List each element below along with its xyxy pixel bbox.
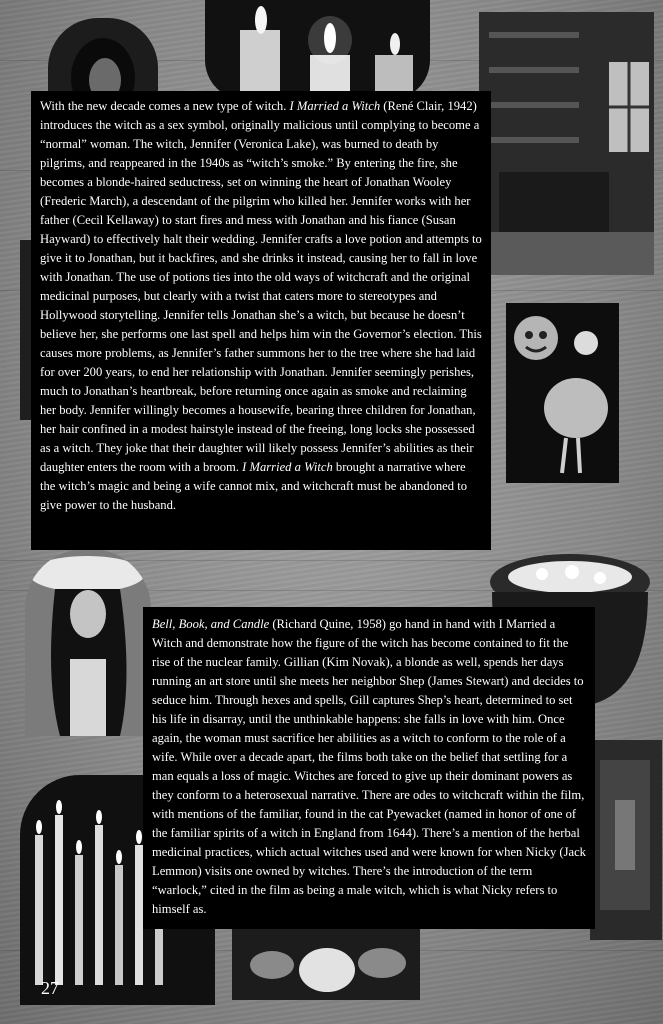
film-title: Bell, Book, and Candle — [152, 617, 270, 631]
film-still-photo — [590, 740, 662, 940]
hands-film-still-photo — [232, 925, 420, 1000]
paragraph-i-married-a-witch: With the new decade comes a new type of witch. I Married a Witch (René Clair, 1942) introduces the witch as a sex symbol, originally malicious until complying to become a “normal” woman. The witch, Jennifer (Veronica Lake), was burned to death by pilgrims, and reappeared in the 1940s as “witch’s smoke.” By entering the fire, she becomes a blonde-haired seductress, set on winning the heart of Jonathan Wooley (Frederic March), a descendant of the pilgrim who killed her. Jennifer works with her father (Cecil Kellaway) to start fires and mess with Jonathan and his fiance (Susan Hayward) to effectively halt their wedding. Jennifer crafts a love potion and attempts to give it to Jonathan, but it backfires, and she drinks it instead, causing her to fall in love with Jonathan. The use of potions ties into the old ways of witchcraft and the original medicinal purposes, but clearly with a twist that caters more to stereotypes and Hollywood storytelling. Jennifer tells Jonathan she’s a witch, but because he doesn’t believe her, she performs one last spell and helps him win the Governor’s election. This causes more problems, as Jennifer’s father summons her to the tree where she had laid for over 200 years, to end her relationship with Jonathan. Jennifer seemingly perishes, much to Jonathan’s heartbreak, before returning once again as smoke and reclaiming her body. Jennifer willingly becomes a housewife, bearing three children for Jonathan, her hair confined in a modest hairstyle instead of the freeing, long locks she possessed as a witch. They joke that their daughter will likely possess Jennifer’s abilities as their daughter enters the room with a broom. I Married a Witch brought a narrative where the witch’s magic and being a wife cannot mix, and witchcraft must be abandoned to give power to the husband. — [40, 99, 482, 512]
pumpkin-woman-illustration — [506, 303, 619, 483]
article-text-block-1 — [31, 91, 491, 550]
woman-portrait-photo — [48, 18, 158, 98]
film-title: I Married a Witch — [289, 99, 381, 113]
film-title: I Married a Witch — [242, 460, 333, 474]
apothecary-kitchen-photo — [479, 12, 654, 275]
page-number: 27 — [41, 978, 59, 998]
candles-photo — [205, 0, 430, 100]
paragraph-bell-book-and-candle: Bell, Book, and Candle (Richard Quine, 1958) go hand in hand with I Married a Witch and demonstrate how the figure of the witch has become contained to fit the rise of the nuclear family. Gillian (Kim Novak), a blonde as well, spends her days running an art store until she meets her neighbor Shep (James Stewart) and decides to seduce him. Through hexes and spells, Gill captures Shep’s heart, determined to set his life in disarray, until the unthinkable happens: she falls in love with him. Once again, the woman must sacrifice her abilities as a witch to conform to the role of a wife. While over a decade apart, the films both take on the belief that settling for a man equals a loss of magic. Witches are forced to give up their dominant powers as they conform to a heterosexual narrative. There are odes to witchcraft within the film, with mentions of the familiar, found in the cat Pyewacket (named in honor of one of the familiar spirits of a witch in England from 1644). There’s a mention of the herbal medicinal practices, which actual witches used and were known for when Nicky (Jack Lemmon) visits one owned by witches. There’s the introduction of the term “warlock,” cited in the film as being a male witch, which is what Nicky refers to himself as. — [152, 617, 586, 916]
article-text-block-2 — [143, 607, 595, 929]
long-hair-woman-photo — [25, 549, 151, 736]
